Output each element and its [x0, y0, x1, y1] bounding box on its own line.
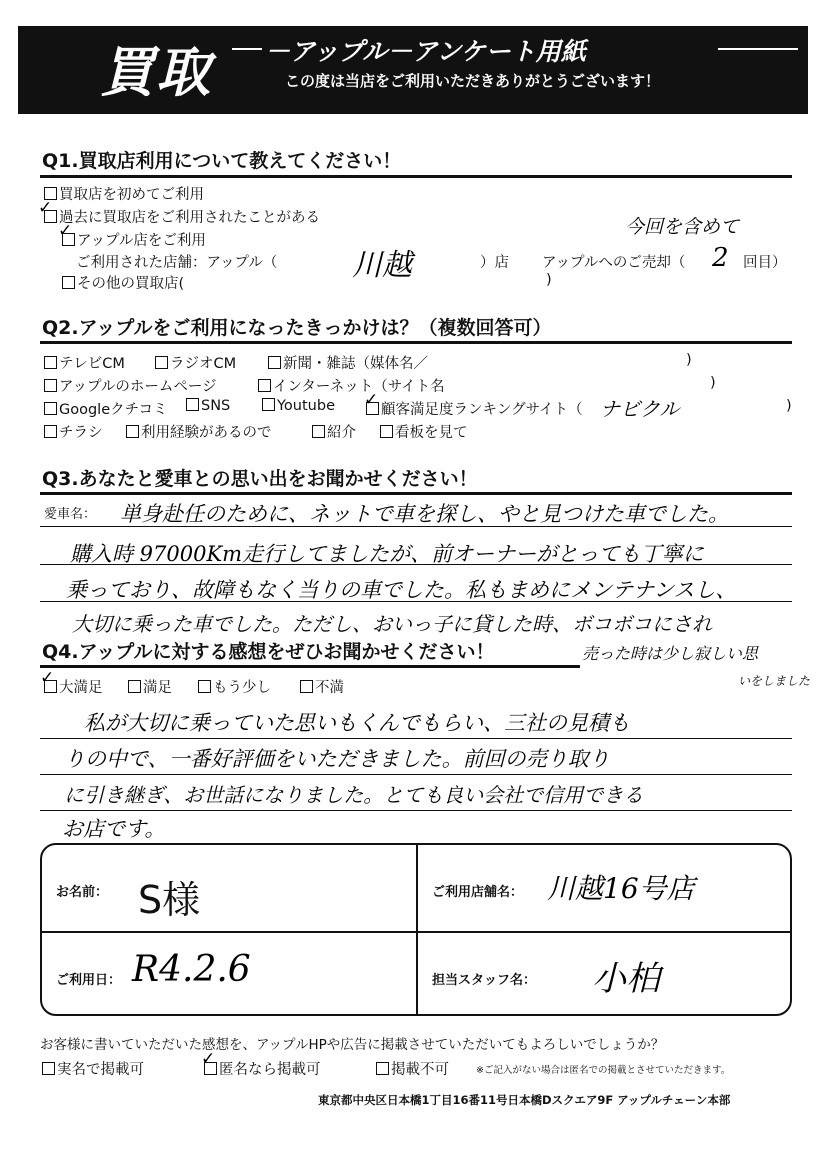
store-name-value: 川越16号店: [547, 872, 695, 905]
q3-car-label: 愛車名：: [44, 507, 97, 522]
store-name-label: ご利用店舗名：: [432, 885, 524, 900]
checkbox[interactable]: [42, 1062, 55, 1075]
q4-answer-line-2: りの中で、一番好評価をいただきました。前回の売り取り: [64, 747, 610, 771]
customer-info-table: [40, 843, 792, 1016]
q2-close: ): [786, 398, 792, 414]
q1-option-first-time[interactable]: 買取店を初めてご利用: [44, 183, 204, 204]
publish-option-anonymous[interactable]: 匿名なら掲載可: [204, 1058, 321, 1079]
table-divider: [42, 931, 790, 933]
q2-option-internet[interactable]: インターネット（サイト名: [258, 375, 445, 396]
q4-option-satisfied[interactable]: 満足: [128, 676, 172, 697]
footer-address: 東京都中央区日本橋1丁目16番11号日本橋Dスクエア9F アップルチェーン本部: [318, 1093, 731, 1107]
q1-store-value: 川越: [352, 248, 412, 283]
checkbox[interactable]: [62, 276, 75, 289]
survey-title: －アップル－アンケート用紙: [265, 37, 586, 66]
check-mark-icon: ✓: [40, 668, 55, 688]
checkbox[interactable]: [376, 1062, 389, 1075]
staff-label: 担当スタッフ名：: [432, 973, 537, 988]
q4-option-so-so[interactable]: もう少し: [198, 676, 271, 697]
staff-value: 小柏: [592, 959, 660, 999]
q2-option-homepage[interactable]: アップルのホームページ: [44, 375, 217, 396]
publish-option-real-name[interactable]: 実名で掲載可: [42, 1058, 144, 1079]
publish-question: お客様に書いていただいた感想を、アップルHPや広告に掲載させていただいてもよろしいでしょうか？: [40, 1037, 665, 1053]
q1-store-label: ご利用された店舗：アップル（: [76, 255, 278, 271]
q1-option-other[interactable]: その他の買取店(: [62, 272, 184, 293]
q2-option-newspaper[interactable]: 新聞・雑誌（媒体名／: [268, 352, 428, 373]
checkbox[interactable]: [380, 425, 393, 438]
checkbox[interactable]: [300, 680, 313, 693]
q2-close: ): [710, 375, 716, 391]
checkbox[interactable]: [44, 379, 57, 392]
checkbox[interactable]: [128, 680, 141, 693]
q1-option-returning[interactable]: 過去に買取店をご利用されたことがある: [44, 206, 320, 227]
q2-rule: [40, 341, 792, 344]
q4-answer-line-4: お店です。: [62, 817, 166, 841]
q2-option-tv[interactable]: テレビCM: [44, 352, 125, 373]
name-value: S様: [138, 878, 201, 922]
header-rule: [232, 48, 262, 50]
checkbox[interactable]: [155, 356, 168, 369]
checkbox[interactable]: [258, 379, 271, 392]
q1-visits-suffix: 回目）: [743, 255, 787, 271]
q1-option-apple[interactable]: アップル店をご利用: [62, 229, 206, 250]
q2-option-referral[interactable]: 紹介: [312, 421, 356, 442]
q2-option-flyer[interactable]: チラシ: [44, 421, 103, 442]
checkbox[interactable]: [312, 425, 325, 438]
q2-title: Q2.アップルをご利用になったきっかけは？（複数回答可）: [42, 317, 552, 339]
q3-answer-line-4: 大切に乗った車でした。ただし、おいっ子に貸した時、ボコボコにされ: [72, 612, 712, 636]
publish-option-no[interactable]: 掲載不可: [376, 1058, 449, 1079]
writing-line: [40, 810, 792, 811]
q3-answer-line-3: 乗っており、故障もなく当りの車でした。私もまめにメンテナンスし、: [66, 578, 737, 602]
checkbox[interactable]: [44, 402, 57, 415]
checkbox[interactable]: [198, 680, 211, 693]
q3-answer-line-6: いをしました: [738, 674, 811, 688]
writing-line: [40, 738, 792, 739]
q1-rule: [40, 175, 792, 178]
q3-title: Q3.あなたと愛車との思い出をお聞かせください！: [42, 468, 478, 490]
q3-answer-line-5: 売った時は少し寂しい思: [582, 644, 759, 663]
check-mark-icon: ✓: [364, 390, 379, 410]
checkbox[interactable]: [126, 425, 139, 438]
q1-visits-value: 2: [712, 243, 729, 273]
q3-answer-line-2: 購入時 97000Km走行してましたが、前オーナーがとっても丁寧に: [70, 542, 704, 566]
q2-option-youtube[interactable]: Youtube: [262, 398, 335, 414]
q1-visits-note: 今回を含めて: [625, 216, 740, 238]
q1-other-close: ): [546, 272, 552, 288]
q2-option-radio[interactable]: ラジオCM: [155, 352, 236, 373]
q4-option-dissatisfied[interactable]: 不満: [300, 676, 344, 697]
q1-title: Q1.買取店利用について教えてください！: [42, 150, 402, 172]
q4-answer-line-3: に引き継ぎ、お世話になりました。とても良い会社で信用できる: [64, 783, 644, 807]
q4-option-very-satisfied[interactable]: 大満足: [44, 676, 103, 697]
checkbox[interactable]: [262, 398, 275, 411]
q4-title: Q4.アップルに対する感想をぜひお聞かせください！: [42, 641, 495, 663]
thanks-message: この度は当店をご利用いただきありがとうございます！: [285, 72, 661, 90]
q4-answer-line-1: 私が大切に乗っていた思いもくんでもらい、三社の見積も: [84, 711, 630, 735]
checkbox[interactable]: [268, 356, 281, 369]
q1-store-suffix: ）店: [480, 255, 509, 271]
header-rule: [718, 48, 798, 50]
check-mark-icon: ✓: [38, 198, 53, 218]
q2-close: ): [686, 352, 692, 368]
publish-note: ※ご記入がない場合は匿名での掲載とさせていただきます。: [476, 1065, 731, 1076]
q2-option-signboard[interactable]: 看板を見て: [380, 421, 468, 442]
name-label: お名前：: [56, 885, 109, 900]
q3-rule: [40, 492, 792, 495]
date-label: ご利用日：: [56, 973, 122, 988]
check-mark-icon: ✓: [58, 221, 73, 241]
writing-line: [40, 774, 792, 775]
table-divider: [416, 845, 418, 1014]
check-mark-icon: ✓: [201, 1049, 216, 1069]
q3-answer-line-1: 単身赴任のために、ネットで車を探し、やと見つけた車でした。: [120, 502, 729, 526]
q2-option-ranking[interactable]: 顧客満足度ランキングサイト（: [366, 398, 583, 419]
q2-option-experience[interactable]: 利用経験があるので: [126, 421, 272, 442]
q2-option-google[interactable]: Googleクチコミ: [44, 398, 168, 419]
q1-visits-label: アップルへのご売却（: [542, 255, 686, 271]
checkbox[interactable]: [186, 398, 199, 411]
checkbox[interactable]: [44, 356, 57, 369]
checkbox[interactable]: [44, 425, 57, 438]
date-value: R4.2.6: [132, 949, 251, 990]
q2-option-sns[interactable]: SNS: [186, 398, 230, 414]
logo: 買取: [100, 41, 212, 104]
q4-rule: [40, 665, 580, 668]
q2-ranking-site-value: ナビクル: [600, 397, 680, 421]
